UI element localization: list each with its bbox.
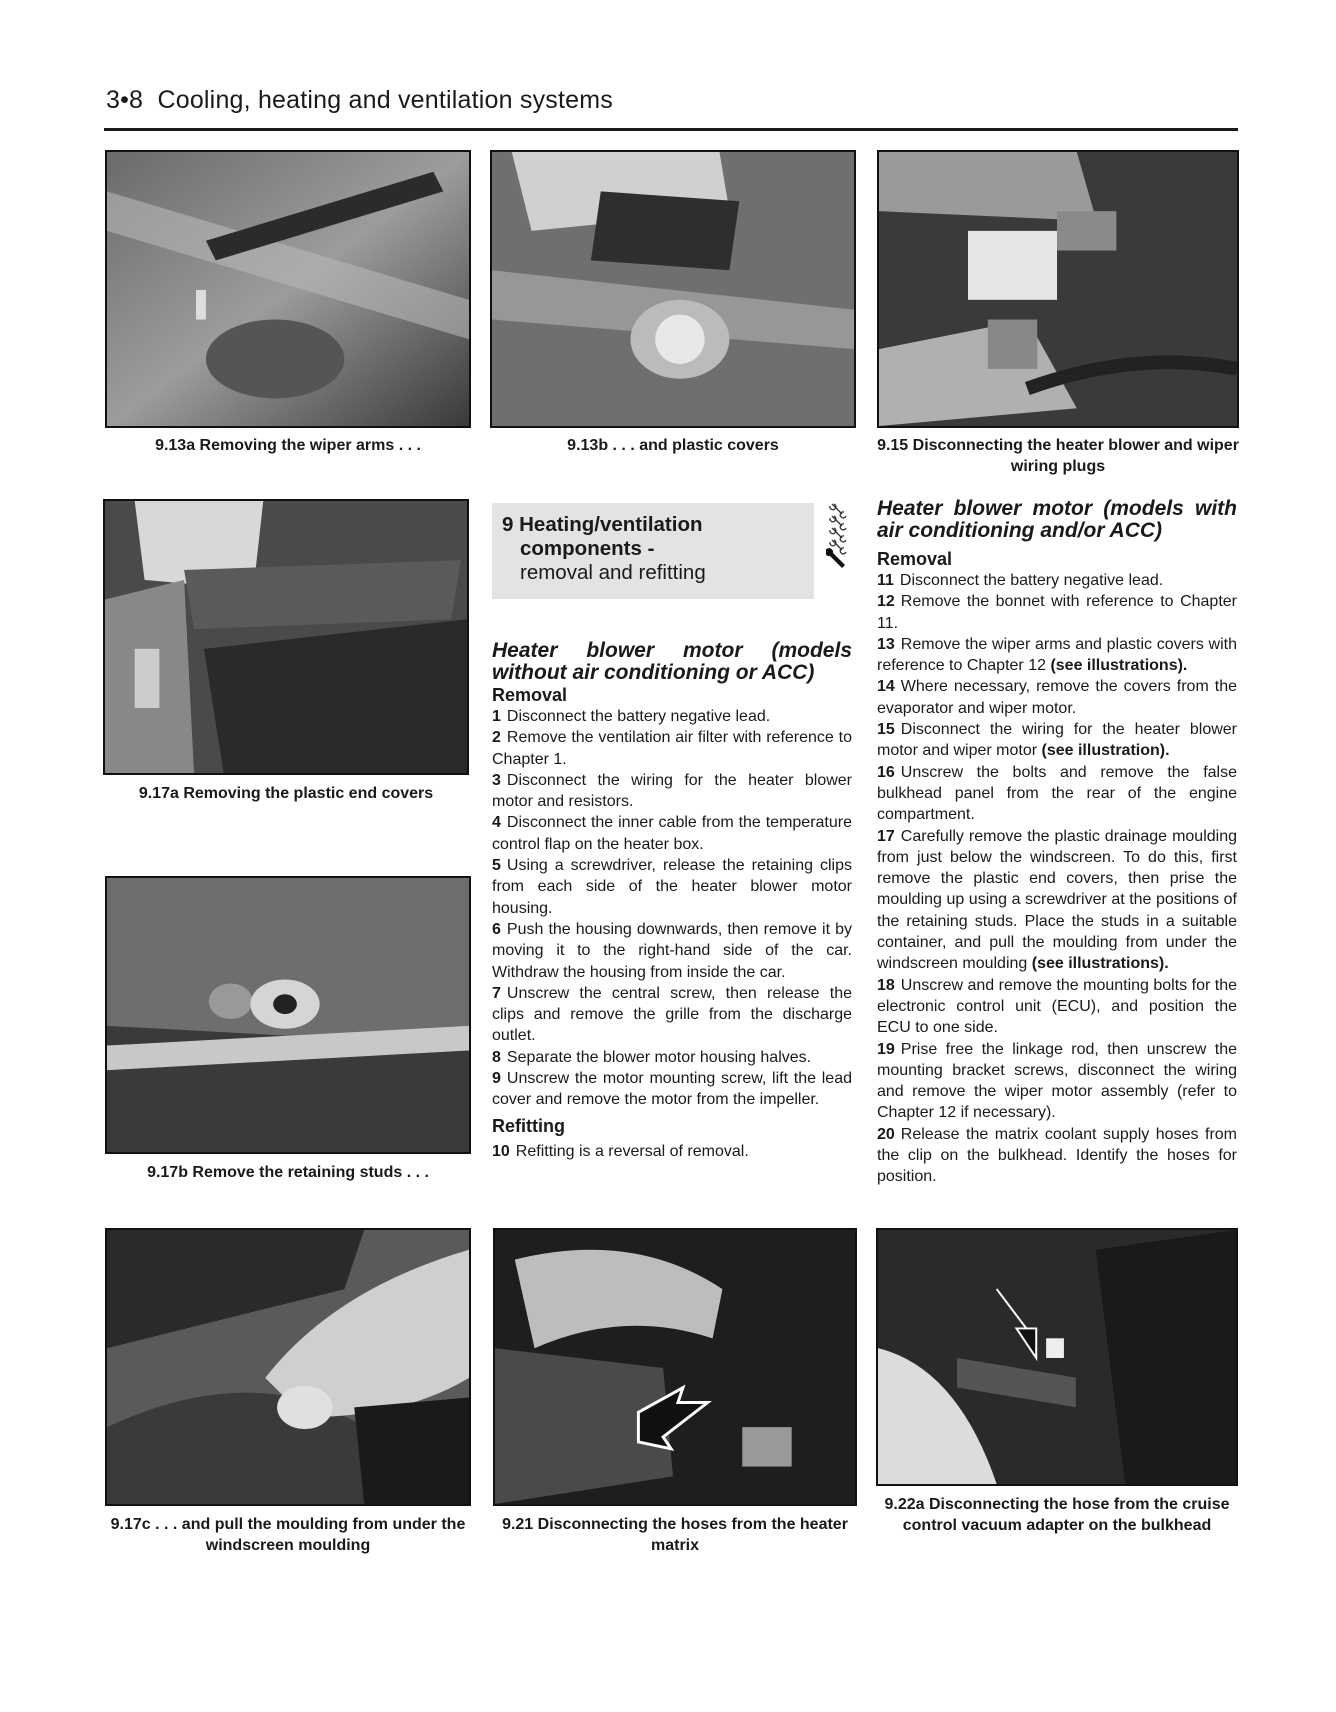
step-14: 14 Where necessary, remove the covers from the evaporator and wiper motor. <box>877 678 1237 717</box>
section-number: 9 <box>502 513 514 536</box>
chapter-title: Cooling, heating and ventilation systems <box>157 86 613 114</box>
photo-9-13a <box>105 150 471 428</box>
step-4: 4 Disconnect the inner cable from the temperature control flap on the heater box. <box>492 814 852 853</box>
step-6: 6 Push the housing downwards, then remove it by moving it to the right-hand side of the car. Withdraw the housing from inside the car. <box>492 920 852 981</box>
section-b-removal-label: Removal <box>877 549 953 569</box>
page-number: 3•8 <box>106 86 144 114</box>
section-a-refitting-label: Refitting <box>492 1115 565 1136</box>
section-title-1: Heating/ventilation <box>519 513 703 536</box>
photo-9-21 <box>493 1228 857 1506</box>
section-subtitle: removal and refitting <box>520 561 706 584</box>
step-1: 1 Disconnect the battery negative lead. <box>492 708 771 725</box>
caption-9-17c: 9.17c . . . and pull the moulding from under the windscreen moulding <box>110 1516 466 1554</box>
step-3: 3 Disconnect the wiring for the heater blower motor and resistors. <box>492 771 852 811</box>
column-right <box>877 498 1237 1188</box>
caption-9-21: 9.21 Disconnecting the hoses from the heater matrix <box>502 1516 848 1554</box>
step-13: 13 Remove the wiper arms and plastic covers with reference to Chapter 12 (see illustrations). <box>877 635 1237 675</box>
step-15: 15 Disconnect the wiring for the heater blower motor and wiper motor (see illustration). <box>877 721 1237 760</box>
step-9: 9 Unscrew the motor mounting screw, lift the lead cover and remove the motor from the impeller. <box>492 1070 852 1109</box>
step-10: 10 Refitting is a reversal of removal. <box>492 1142 749 1160</box>
step-11: 11 Disconnect the battery negative lead. <box>877 572 1164 589</box>
section-b-heading: Heater blower motor (models with air conditioning and/or ACC) <box>877 497 1237 542</box>
photo-9-13b <box>490 150 856 428</box>
caption-9-22a: 9.22a Disconnecting the hose from the cruise control vacuum adapter on the bulkhead <box>884 1496 1230 1534</box>
column-middle <box>492 640 852 1162</box>
caption-9-13b: 9.13b . . . and plastic covers <box>567 437 779 454</box>
photo-9-17b <box>105 876 471 1154</box>
section-a-removal-label: Removal <box>492 685 568 705</box>
photo-9-17a <box>103 499 469 775</box>
step-19: 19 Prise free the linkage rod, then unscrew the mounting bracket screws, disconnect the wiring and remove the wiper motor assembly (refer to Chapter 12 if necessary). <box>877 1040 1237 1122</box>
step-5: 5 Using a screwdriver, release the retaining clips from each side of the heater blower motor housing. <box>492 857 852 917</box>
section-title-2: components - <box>520 537 655 560</box>
step-18: 18 Unscrew and remove the mounting bolts for the electronic control unit (ECU), and position the ECU to one side. <box>877 976 1237 1037</box>
photo-9-15 <box>877 150 1239 428</box>
step-12: 12 Remove the bonnet with reference to Chapter 11. <box>877 593 1237 632</box>
caption-9-17a: 9.17a Removing the plastic end covers <box>138 785 434 802</box>
photo-9-17c <box>105 1228 471 1506</box>
page-header <box>106 86 613 115</box>
section-a-heading: Heater blower motor (models without air conditioning or ACC) <box>492 639 852 684</box>
step-20: 20 Release the matrix coolant supply hoses from the clip on the bulkhead. Identify the hoses for position. <box>877 1125 1237 1186</box>
header-rule <box>104 128 1238 131</box>
step-2: 2 Remove the ventilation air filter with reference to Chapter 1. <box>492 729 852 768</box>
step-7: 7 Unscrew the central screw, then release the clips and remove the grille from the discharge outlet. <box>492 984 852 1045</box>
caption-9-13a: 9.13a Removing the wiper arms . . . <box>155 437 421 454</box>
photo-9-22a <box>876 1228 1238 1486</box>
step-8: 8 Separate the blower motor housing halves. <box>492 1048 812 1066</box>
section-heading-box <box>492 503 814 599</box>
step-17: 17 Carefully remove the plastic drainage moulding from just below the windscreen. To do this, first remove the plastic end covers, then prise the moulding up using a screwdriver at the positions of the retaining studs. Place the studs in a suitable container, and pull the moulding from under the windscreen moulding (see illustrations). <box>877 827 1237 973</box>
step-16: 16 Unscrew the bolts and remove the false bulkhead panel from the rear of the engine compartment. <box>877 763 1237 824</box>
caption-9-15: 9.15 Disconnecting the heater blower and wiper wiring plugs <box>877 437 1239 475</box>
wrench-difficulty-icon <box>826 500 850 574</box>
caption-9-17b: 9.17b Remove the retaining studs . . . <box>147 1164 429 1181</box>
